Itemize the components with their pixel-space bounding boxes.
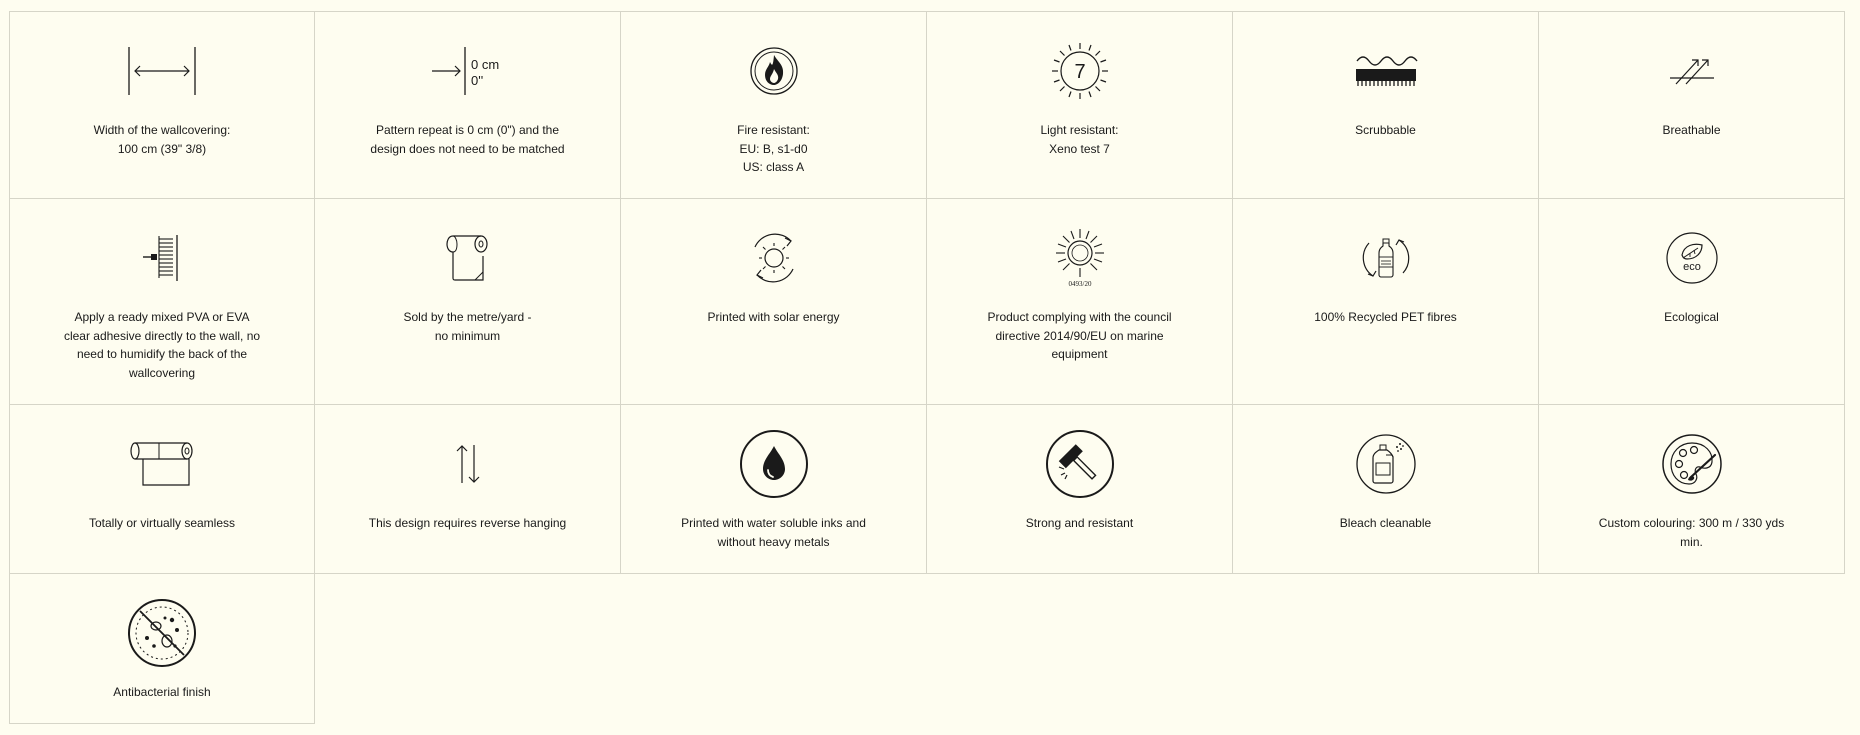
feature-light-resistant (927, 11, 1233, 199)
pattern-repeat-icon (433, 40, 503, 102)
feature-label: Bleach cleanable (1339, 516, 1432, 530)
feature-label: Width of the wallcovering: 100 cm (39" 3/8) (93, 123, 231, 156)
feature-label: Breathable (1662, 123, 1721, 137)
roll-icon (433, 227, 503, 289)
scrubbable-icon (1351, 40, 1421, 102)
feature-label: Printed with water soluble inks and without heavy metals (681, 516, 866, 549)
feature-label: Sold by the metre/yard - no minimum (403, 310, 532, 343)
feature-label: 100% Recycled PET fibres (1314, 310, 1457, 324)
feature-antibacterial (9, 574, 315, 724)
feature-label: This design requires reverse hanging (368, 516, 567, 530)
hammer-icon (1045, 433, 1115, 495)
breathable-icon (1657, 40, 1727, 102)
pattern-repeat-cm: 0 cm (470, 57, 499, 72)
eco-text: eco (1682, 261, 1701, 273)
adhesive-wall-icon (127, 227, 197, 289)
recycled-bottle-icon (1351, 227, 1421, 289)
feature-label: Printed with solar energy (707, 310, 840, 324)
feature-scrubbable (1233, 11, 1539, 199)
feature-label: Product complying with the council directive 2014/90/EU on marine equipment (987, 310, 1172, 361)
seamless-roll-icon (127, 433, 197, 495)
features-row (9, 405, 1845, 574)
feature-label: Ecological (1664, 310, 1719, 324)
feature-water-inks (621, 405, 927, 574)
feature-label: Custom colouring: 300 m / 330 yds min. (1598, 516, 1785, 549)
feature-adhesive (9, 199, 315, 405)
paint-palette-icon (1657, 433, 1727, 495)
reverse-hanging-icon (433, 433, 503, 495)
features-row (9, 199, 1845, 405)
feature-width (9, 11, 315, 199)
feature-breathable (1539, 11, 1845, 199)
pattern-repeat-inch: 0'' (470, 73, 483, 88)
feature-recycled-pet (1233, 199, 1539, 405)
feature-label: Light resistant: Xeno test 7 (1040, 123, 1119, 156)
feature-custom-colouring (1539, 405, 1845, 574)
feature-seamless (9, 405, 315, 574)
feature-label: Scrubbable (1355, 123, 1416, 137)
feature-label: Antibacterial finish (113, 685, 211, 699)
feature-pattern-repeat (315, 11, 621, 199)
feature-fire-resistant (621, 11, 927, 199)
feature-strong-resistant (927, 405, 1233, 574)
feature-label: Strong and resistant (1025, 516, 1134, 530)
feature-label: Apply a ready mixed PVA or EVA clear adhesive directly to the wall, no need to humidify the back of the wallcovering (63, 310, 261, 380)
antibacterial-icon (127, 602, 197, 664)
feature-ecological (1539, 199, 1845, 405)
marine-directive-number: 0493/20 (1068, 280, 1091, 288)
width-arrow-icon (127, 40, 197, 102)
feature-reverse-hanging (315, 405, 621, 574)
feature-solar-energy (621, 199, 927, 405)
feature-label: Fire resistant: EU: B, s1-d0 US: class A (737, 123, 810, 174)
marine-directive-icon (1045, 227, 1115, 289)
features-row (9, 11, 1845, 199)
bleach-bottle-icon (1351, 433, 1421, 495)
features-row (9, 574, 1845, 724)
features-grid (9, 11, 1845, 724)
feature-marine-directive (927, 199, 1233, 405)
feature-label: Pattern repeat is 0 cm (0") and the design does not need to be matched (370, 123, 565, 156)
feature-sold-by-metre (315, 199, 621, 405)
light-resistant-icon (1045, 40, 1115, 102)
feature-bleach-cleanable (1233, 405, 1539, 574)
feature-label: Totally or virtually seamless (88, 516, 236, 530)
light-resistant-number: 7 (1073, 61, 1086, 83)
fire-resistant-icon (739, 40, 809, 102)
eco-leaf-icon (1657, 227, 1727, 289)
water-drop-icon (739, 433, 809, 495)
solar-energy-icon (739, 227, 809, 289)
